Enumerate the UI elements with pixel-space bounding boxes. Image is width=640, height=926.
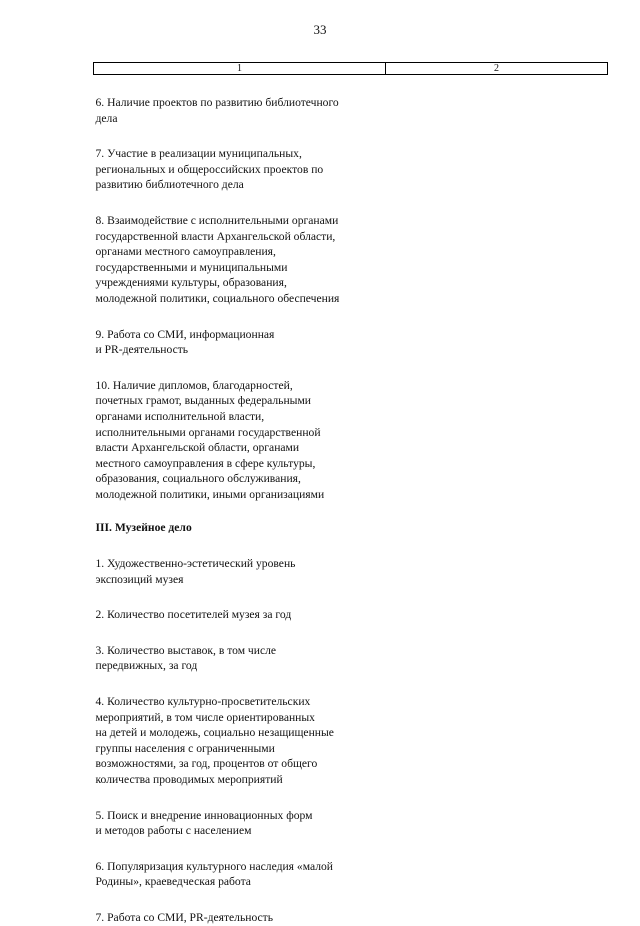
list-item bbox=[94, 607, 394, 623]
text-line: местного самоуправления в сфере культуры, bbox=[95, 456, 316, 470]
text-line: группы населения с ограниченными bbox=[95, 741, 275, 755]
list-item bbox=[94, 146, 394, 193]
text-line: исполнительными органами государственной bbox=[95, 425, 321, 439]
list-item bbox=[94, 643, 394, 674]
criteria-table bbox=[93, 62, 608, 926]
text-line: региональных и общероссийских проектов по bbox=[95, 162, 324, 176]
column-header-1: 1 bbox=[94, 63, 386, 75]
text-line: 6. Популяризация культурного наследия «малой bbox=[95, 859, 333, 873]
list-item bbox=[94, 694, 394, 788]
text-line: государственной власти Архангельской области, bbox=[95, 229, 336, 243]
list-item bbox=[94, 327, 394, 358]
text-line: государственными и муниципальными bbox=[95, 260, 288, 274]
list-item bbox=[94, 910, 394, 926]
text-line: органами исполнительной власти, bbox=[95, 409, 265, 423]
list-item bbox=[94, 213, 394, 307]
text-line: 3. Количество выставок, в том числе bbox=[95, 643, 277, 657]
text-line: молодежной политики, социального обеспечения bbox=[95, 291, 340, 305]
column-header-2: 2 bbox=[386, 63, 608, 75]
text-line: образования, социального обслуживания, bbox=[95, 472, 301, 486]
criteria-column bbox=[94, 75, 386, 926]
text-line: экспозиций музея bbox=[95, 572, 184, 586]
text-line: 5. Поиск и внедрение инновационных форм bbox=[95, 808, 313, 822]
text-line: 8. Взаимодействие с исполнительными органами bbox=[95, 213, 339, 227]
text-line: 6. Наличие проектов по развитию библиотечного bbox=[95, 96, 339, 109]
text-line: 1. Художественно-эстетический уровень bbox=[95, 557, 296, 571]
text-line: молодежной политики, иными организациями bbox=[95, 487, 325, 501]
text-line: на детей и молодежь, социально незащищенные bbox=[95, 726, 334, 740]
text-line: почетных грамот, выданных федеральными bbox=[95, 394, 312, 408]
text-line: Родины», краеведческая работа bbox=[95, 875, 251, 889]
text-line: передвижных, за год bbox=[95, 659, 198, 673]
text-line: и методов работы с населением bbox=[95, 824, 252, 838]
text-line: 7. Работа со СМИ, PR-деятельность bbox=[95, 910, 274, 924]
text-line: учреждениями культуры, образования, bbox=[95, 276, 287, 290]
text-line: 4. Количество культурно-просветительских bbox=[95, 695, 311, 709]
text-line: 9. Работа со СМИ, информационная bbox=[95, 327, 275, 341]
text-line: власти Архангельской области, органами bbox=[95, 441, 300, 455]
text-line: и PR-деятельность bbox=[95, 343, 189, 357]
text-line: развитию библиотечного дела bbox=[95, 178, 244, 192]
text-line: возможностями, за год, процентов от общего bbox=[95, 757, 318, 771]
text-line: количества проводимых мероприятий bbox=[95, 773, 283, 786]
text-line: 10. Наличие дипломов, благодарностей, bbox=[95, 378, 293, 392]
text-line: 2. Количество посетителей музея за год bbox=[95, 608, 292, 622]
text-line: 7. Участие в реализации муниципальных, bbox=[95, 147, 302, 161]
text-line: мероприятий, в том числе ориентированных bbox=[95, 710, 315, 724]
section-heading bbox=[94, 520, 394, 536]
text-line: дела bbox=[95, 111, 118, 125]
list-item bbox=[94, 95, 394, 126]
table-header-row bbox=[94, 63, 608, 75]
list-item bbox=[94, 808, 394, 839]
page-number: 33 bbox=[313, 22, 327, 37]
text-line: III. Музейное дело bbox=[95, 521, 192, 535]
text-line: органами местного самоуправления, bbox=[95, 245, 276, 259]
table-body-row bbox=[94, 75, 608, 926]
criteria-list bbox=[94, 95, 394, 926]
list-item bbox=[94, 556, 394, 587]
values-column bbox=[386, 75, 608, 926]
list-item bbox=[94, 859, 394, 890]
list-item bbox=[94, 378, 394, 503]
